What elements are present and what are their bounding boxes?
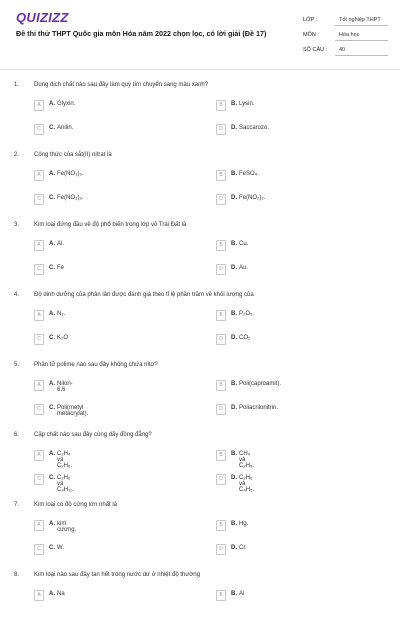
question-number: 4. [14, 292, 20, 298]
question-number: 2. [14, 152, 20, 158]
question-text: Kim loại có độ cứng lớn nhất là [34, 502, 117, 508]
option-letter: C. [49, 195, 55, 201]
option-text: Lysin. [239, 101, 255, 107]
meta-row-count [303, 44, 388, 59]
question-number: 7. [14, 502, 20, 508]
question-text: Công thức của sắt(II) nitrat là [34, 152, 112, 158]
option-checkbox[interactable]: D [216, 404, 226, 415]
question-text: Dung dịch chất nào sau đây làm quỳ tím chuyển sang màu xanh? [34, 82, 209, 88]
option-checkbox[interactable]: A [34, 310, 44, 321]
option-text: K₂O [57, 335, 68, 341]
option-checkbox[interactable]: B [216, 170, 226, 181]
option-text: Fe(NO₃)₃. [57, 171, 84, 177]
option-letter: A. [49, 311, 55, 317]
question-number: 6. [14, 432, 20, 438]
option-checkbox[interactable]: B [216, 310, 226, 321]
option-text: Fe(NO₂)₂. [239, 195, 266, 201]
question-number: 8. [14, 572, 20, 578]
option-text: Poli(caproamit). [239, 381, 282, 387]
option-text: C₂H₆ và C₄H₁₀. [57, 475, 75, 493]
option-text: Fe(NO₃)₂. [57, 195, 84, 201]
meta-row-subject [303, 29, 388, 44]
option-checkbox[interactable]: C [34, 194, 44, 205]
question-text: Phân tử polime nào sau đây không chứa nitơ? [34, 362, 158, 368]
option-checkbox[interactable]: B [216, 520, 226, 531]
option-text: C₂H₄ và C₂H₆. [57, 451, 73, 469]
option-text: CH₄ và C₂H₆. [239, 451, 255, 469]
option-letter: B. [231, 381, 237, 387]
option-checkbox[interactable]: A [34, 590, 44, 601]
option-letter: A. [49, 241, 55, 247]
option-letter: D. [231, 195, 237, 201]
option-text: P₂O₅. [239, 311, 255, 317]
option-checkbox[interactable]: A [34, 380, 44, 391]
option-text: N₂. [57, 311, 66, 317]
option-text: Al. [57, 241, 65, 247]
meta-value: Hóa học [339, 32, 360, 38]
option-checkbox[interactable]: C [34, 264, 44, 275]
option-text: Na [57, 591, 65, 597]
worksheet-header [0, 0, 400, 70]
option-letter: D. [231, 125, 237, 131]
option-letter: B. [231, 241, 237, 247]
option-letter: C. [49, 405, 55, 411]
option-letter: C. [49, 265, 55, 271]
meta-value-field [335, 44, 388, 56]
option-checkbox[interactable]: B [216, 380, 226, 391]
option-checkbox[interactable]: C [34, 334, 44, 345]
meta-key: LỚP : [303, 17, 318, 23]
header-divider [0, 69, 400, 70]
question-7 [0, 498, 400, 568]
question-number: 3. [14, 222, 20, 228]
option-letter: B. [231, 101, 237, 107]
option-checkbox[interactable]: D [216, 124, 226, 135]
question-number: 1. [14, 82, 20, 88]
option-letter: A. [49, 381, 55, 387]
question-4 [0, 288, 400, 358]
meta-value-field [335, 29, 388, 41]
meta-value-field [335, 14, 388, 26]
option-text: Poliacrilonitrin. [239, 405, 279, 411]
option-text: W. [57, 545, 64, 551]
option-checkbox[interactable]: B [216, 100, 226, 111]
option-checkbox[interactable]: C [34, 474, 44, 485]
question-text: Cặp chất nào sau đây cùng dãy đồng đẳng? [34, 432, 152, 438]
question-3 [0, 218, 400, 288]
option-text: Glyxin. [57, 101, 76, 107]
meta-key: SỐ CÂU : [303, 47, 328, 53]
option-text: Al [239, 591, 245, 597]
option-checkbox[interactable]: D [216, 474, 226, 485]
option-checkbox[interactable]: D [216, 544, 226, 555]
question-text: Kim loại nào sau đây tan hết trong nước dư ở nhiệt độ thường [34, 572, 200, 578]
worksheet-meta [303, 14, 388, 59]
option-letter: B. [231, 311, 237, 317]
option-checkbox[interactable]: A [34, 520, 44, 531]
option-letter: D. [231, 405, 237, 411]
option-checkbox[interactable]: A [34, 240, 44, 251]
option-checkbox[interactable]: C [34, 404, 44, 415]
option-text: Cu. [239, 241, 249, 247]
question-2 [0, 148, 400, 218]
option-letter: A. [49, 451, 55, 457]
option-text: Anilin. [57, 125, 74, 131]
option-letter: C. [49, 125, 55, 131]
option-checkbox[interactable]: B [216, 590, 226, 601]
option-text: Nilon-6,6 [57, 381, 73, 393]
option-text: Hg. [239, 521, 249, 527]
question-text: Kim loại đứng đầu về độ phổ biến trong lớp vỏ Trái Đất là [34, 222, 187, 228]
option-checkbox[interactable]: C [34, 544, 44, 555]
option-letter: B. [231, 171, 237, 177]
option-text: C₂H₆ và C₄H₆. [239, 475, 255, 493]
option-text: CO₂ [239, 335, 251, 341]
question-number: 5. [14, 362, 20, 368]
option-checkbox[interactable]: D [216, 264, 226, 275]
option-letter: A. [49, 591, 55, 597]
option-text: Fe [57, 265, 65, 271]
option-text: Saccarozo. [239, 125, 270, 131]
option-checkbox[interactable]: A [34, 450, 44, 461]
option-letter: D. [231, 335, 237, 341]
worksheet-title: Đề thi thử THPT Quốc gia môn Hóa năm 2022 chọn lọc, có lời giải (Đề 17) [16, 29, 267, 38]
meta-key: MÔN : [303, 32, 319, 38]
option-letter: B. [231, 451, 237, 457]
quizizz-logo: QUIZIZZ [16, 10, 69, 25]
meta-value: 40 [339, 47, 346, 53]
option-text: FeSO₄. [239, 171, 259, 177]
option-letter: C. [49, 335, 55, 341]
option-checkbox[interactable]: D [216, 334, 226, 345]
option-checkbox[interactable]: C [34, 124, 44, 135]
question-6 [0, 428, 400, 498]
option-text: kim cương. [57, 521, 77, 533]
option-text: Au. [239, 265, 249, 271]
option-letter: B. [231, 521, 237, 527]
option-text: Poli(metyl metacrylat). [57, 405, 89, 417]
option-letter: D. [231, 265, 237, 271]
option-checkbox[interactable]: B [216, 240, 226, 251]
option-letter: A. [49, 171, 55, 177]
option-checkbox[interactable]: D [216, 194, 226, 205]
meta-row-class [303, 14, 388, 29]
option-checkbox[interactable]: B [216, 450, 226, 461]
question-text: Độ dinh dưỡng của phân lân được đánh giá theo tỉ lệ phần trăm về khối lượng của [34, 292, 254, 298]
option-letter: B. [231, 591, 237, 597]
option-letter: C. [49, 475, 55, 481]
option-letter: A. [49, 101, 55, 107]
option-checkbox[interactable]: A [34, 100, 44, 111]
question-8 [0, 568, 400, 638]
question-5 [0, 358, 400, 428]
option-letter: D. [231, 545, 237, 551]
option-checkbox[interactable]: A [34, 170, 44, 181]
question-1 [0, 78, 400, 148]
option-text: Cr. [239, 545, 247, 551]
option-letter: C. [49, 545, 55, 551]
option-letter: D. [231, 475, 237, 481]
option-letter: A. [49, 521, 55, 527]
meta-value: Tốt nghiệp THPT [339, 17, 381, 23]
